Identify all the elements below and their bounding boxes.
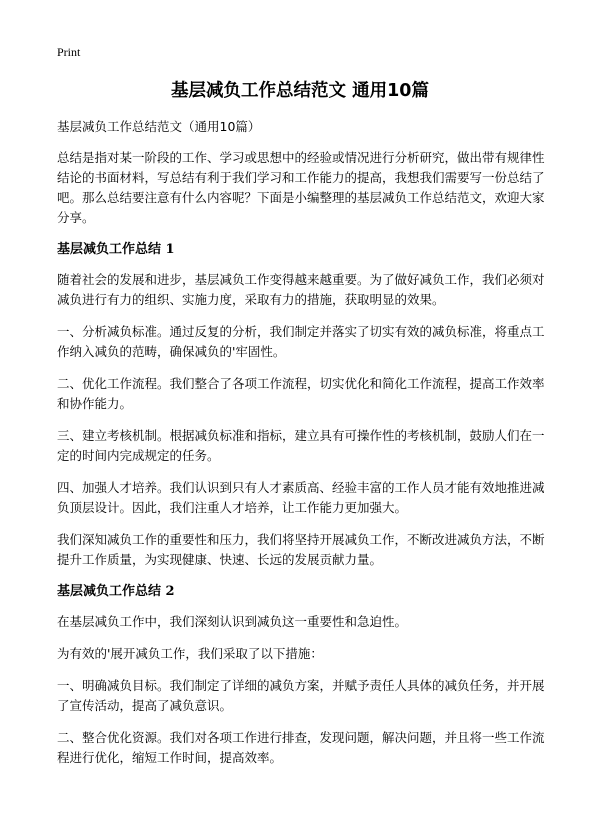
paragraph: 在基层减负工作中，我们深刻认识到减负这一重要性和急迫性。 — [57, 614, 408, 629]
section-heading-1: 基层减负工作总结 1 — [57, 242, 175, 257]
intro-paragraph: 总结是指对某一阶段的工作、学习或思想中的经验或情况进行分析研究，做出带有规律性结论的书面材料，写总结有利于我们学习和工作能力的提高，我想我们需要写一份总结了吧。那么总结要注意有什么内容呢？下面是小编整理的基层减负工作总结范文，欢迎大家分享。 — [57, 150, 545, 225]
article-subtitle: 基层减负工作总结范文（通用10篇） — [57, 119, 261, 134]
paragraph: 随着社会的发展和进步，基层减负工作变得越来越重要。为了做好减负工作，我们必须对减负进行有力的组织、实施力度，采取有力的措施，获取明显的效果。 — [57, 272, 545, 307]
paragraph: 一、分析减负标准。通过反复的分析，我们制定并落实了切实有效的减负标准，将重点工作纳入减负的范畴，确保减负的'牢固性。 — [57, 324, 545, 359]
paragraph: 四、加强人才培养。我们认识到只有人才素质高、经验丰富的工作人员才能有效地推进减负顶层设计。因此，我们注重人才培养，让工作能力更加强大。 — [57, 480, 545, 515]
page-title: 基层减负工作总结范文 通用10篇 — [171, 81, 429, 101]
print-link[interactable]: Print — [57, 45, 81, 59]
paragraph: 一、明确减负目标。我们制定了详细的减负方案，并赋予责任人具体的减负任务，并开展了宣传活动，提高了减负意识。 — [57, 678, 545, 713]
paragraph: 三、建立考核机制。根据减负标准和指标，建立具有可操作性的考核机制，鼓励人们在一定的时间内完成规定的任务。 — [57, 428, 545, 463]
paragraph: 二、整合优化资源。我们对各项工作进行排查，发现问题，解决问题，并且将一些工作流程进行优化，缩短工作时间，提高效率。 — [57, 730, 545, 765]
paragraph: 我们深知减负工作的重要性和压力，我们将坚持开展减负工作，不断改进减负方法，不断提升工作质量，为实现健康、快速、长远的发展贡献力量。 — [57, 532, 545, 567]
paragraph: 为有效的'展开减负工作，我们采取了以下措施： — [57, 646, 323, 661]
section-heading-2: 基层减负工作总结 2 — [57, 584, 175, 599]
paragraph: 二、优化工作流程。我们整合了各项工作流程，切实优化和简化工作流程，提高工作效率和协作能力。 — [57, 376, 545, 411]
article-body — [57, 117, 549, 780]
